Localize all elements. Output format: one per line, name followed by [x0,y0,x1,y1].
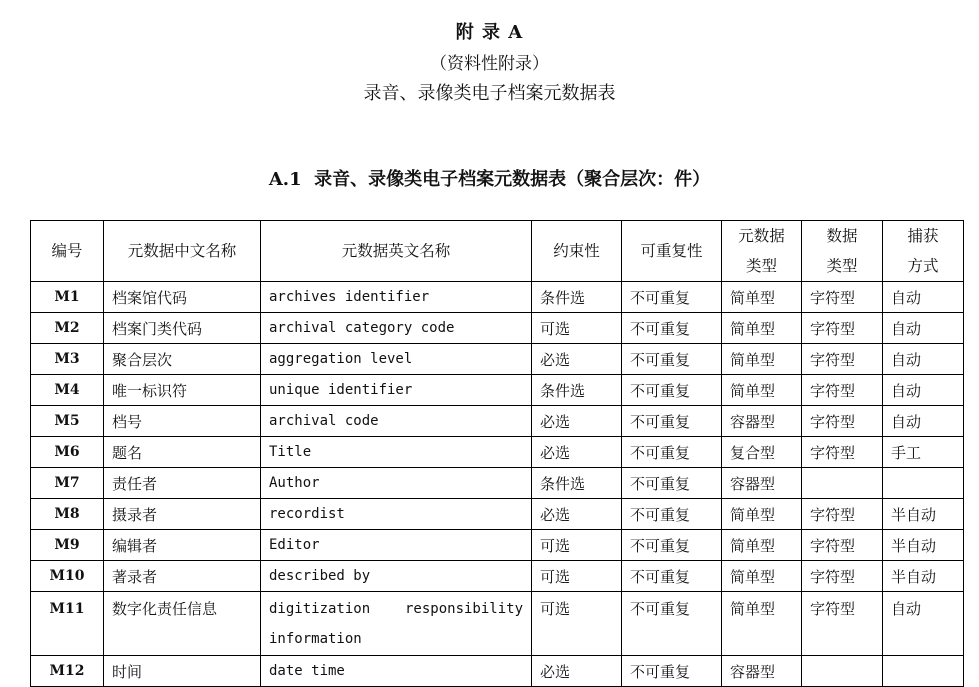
cell-repeatability: 不可重复 [622,344,722,375]
metadata-table [30,220,964,687]
cell-id: M4 [31,375,104,406]
cell-cn-name: 档号 [104,406,261,437]
cell-en-name: archives identifier [261,282,532,313]
cell-metadata-type: 简单型 [722,375,802,406]
cell-en-name: Author [261,468,532,499]
cell-capture-method: 自动 [883,375,964,406]
table-row [31,344,964,375]
cell-en-name: Title [261,437,532,468]
cell-capture-method: 自动 [883,406,964,437]
appendix-heading: 附 录 A [455,22,524,43]
cell-repeatability: 不可重复 [622,499,722,530]
cell-en-name: aggregation level [261,344,532,375]
cell-cn-name: 聚合层次 [104,344,261,375]
col-header-data-type: 数据 类型 [802,221,883,282]
cell-constraint: 必选 [532,344,622,375]
cell-capture-method: 半自动 [883,499,964,530]
cell-cn-name: 档案门类代码 [104,313,261,344]
cell-data-type [802,468,883,499]
cell-id: M2 [31,313,104,344]
cell-constraint: 条件选 [532,468,622,499]
cell-id: M11 [31,592,104,656]
cell-cn-name: 唯一标识符 [104,375,261,406]
table-row [31,375,964,406]
col-header-repeatability: 可重复性 [622,221,722,282]
table-row [31,437,964,468]
table-row [31,656,964,687]
cell-capture-method: 自动 [883,344,964,375]
cell-data-type: 字符型 [802,499,883,530]
cell-data-type [802,656,883,687]
appendix-note: （资料性附录） [430,54,549,74]
cell-capture-method [883,468,964,499]
cell-id: M9 [31,530,104,561]
cell-constraint: 必选 [532,499,622,530]
cell-capture-method: 自动 [883,313,964,344]
cell-id: M5 [31,406,104,437]
cell-metadata-type: 复合型 [722,437,802,468]
cell-id: M8 [31,499,104,530]
cell-constraint: 可选 [532,561,622,592]
table-row [31,561,964,592]
cell-cn-name: 责任者 [104,468,261,499]
cell-repeatability: 不可重复 [622,437,722,468]
cell-cn-name: 时间 [104,656,261,687]
table-header-row [31,221,964,282]
cell-en-name: recordist [261,499,532,530]
col-header-id: 编号 [31,221,104,282]
cell-cn-name: 摄录者 [104,499,261,530]
cell-repeatability: 不可重复 [622,530,722,561]
cell-metadata-type: 简单型 [722,313,802,344]
cell-id: M3 [31,344,104,375]
cell-capture-method [883,656,964,687]
cell-en-name: date time [261,656,532,687]
cell-data-type: 字符型 [802,437,883,468]
cell-data-type: 字符型 [802,530,883,561]
cell-metadata-type: 简单型 [722,499,802,530]
cell-data-type: 字符型 [802,344,883,375]
cell-id: M6 [31,437,104,468]
cell-id: M7 [31,468,104,499]
cell-capture-method: 自动 [883,282,964,313]
col-header-cn-name: 元数据中文名称 [104,221,261,282]
cell-metadata-type: 简单型 [722,530,802,561]
cell-en-name: described by [261,561,532,592]
cell-data-type: 字符型 [802,592,883,656]
appendix-title: 录音、录像类电子档案元数据表 [363,83,616,104]
col-header-capture-method: 捕获 方式 [883,221,964,282]
cell-data-type: 字符型 [802,561,883,592]
cell-repeatability: 不可重复 [622,406,722,437]
cell-data-type: 字符型 [802,313,883,344]
cell-repeatability: 不可重复 [622,468,722,499]
cell-id: M1 [31,282,104,313]
cell-metadata-type: 简单型 [722,592,802,656]
cell-en-name: unique identifier [261,375,532,406]
cell-repeatability: 不可重复 [622,375,722,406]
table-row [31,282,964,313]
table-row [31,406,964,437]
cell-constraint: 条件选 [532,375,622,406]
cell-data-type: 字符型 [802,375,883,406]
cell-data-type: 字符型 [802,282,883,313]
cell-cn-name: 著录者 [104,561,261,592]
col-header-constraint: 约束性 [532,221,622,282]
cell-metadata-type: 容器型 [722,656,802,687]
cell-metadata-type: 容器型 [722,468,802,499]
cell-en-name: digitization responsibility information [261,592,532,656]
cell-id: M12 [31,656,104,687]
cell-id: M10 [31,561,104,592]
cell-metadata-type: 简单型 [722,344,802,375]
cell-cn-name: 题名 [104,437,261,468]
cell-cn-name: 编辑者 [104,530,261,561]
cell-constraint: 必选 [532,656,622,687]
cell-capture-method: 半自动 [883,561,964,592]
cell-cn-name: 档案馆代码 [104,282,261,313]
cell-constraint: 必选 [532,406,622,437]
table-row [31,313,964,344]
table-row [31,530,964,561]
cell-en-name: archival category code [261,313,532,344]
cell-constraint: 可选 [532,313,622,344]
cell-en-name: Editor [261,530,532,561]
cell-cn-name: 数字化责任信息 [104,592,261,656]
table-row [31,468,964,499]
cell-capture-method: 手工 [883,437,964,468]
cell-repeatability: 不可重复 [622,282,722,313]
cell-capture-method: 半自动 [883,530,964,561]
cell-constraint: 可选 [532,530,622,561]
cell-constraint: 可选 [532,592,622,656]
table-caption: A.1 录音、录像类电子档案元数据表（聚合层次：件） [268,169,711,190]
cell-data-type: 字符型 [802,406,883,437]
cell-repeatability: 不可重复 [622,561,722,592]
cell-constraint: 必选 [532,437,622,468]
cell-repeatability: 不可重复 [622,656,722,687]
cell-metadata-type: 容器型 [722,406,802,437]
cell-repeatability: 不可重复 [622,592,722,656]
cell-repeatability: 不可重复 [622,313,722,344]
table-row [31,499,964,530]
cell-metadata-type: 简单型 [722,561,802,592]
col-header-en-name: 元数据英文名称 [261,221,532,282]
table-row [31,592,964,656]
table-body [31,282,964,687]
cell-metadata-type: 简单型 [722,282,802,313]
cell-constraint: 条件选 [532,282,622,313]
col-header-metadata-type: 元数据 类型 [722,221,802,282]
cell-en-name: archival code [261,406,532,437]
cell-capture-method: 自动 [883,592,964,656]
